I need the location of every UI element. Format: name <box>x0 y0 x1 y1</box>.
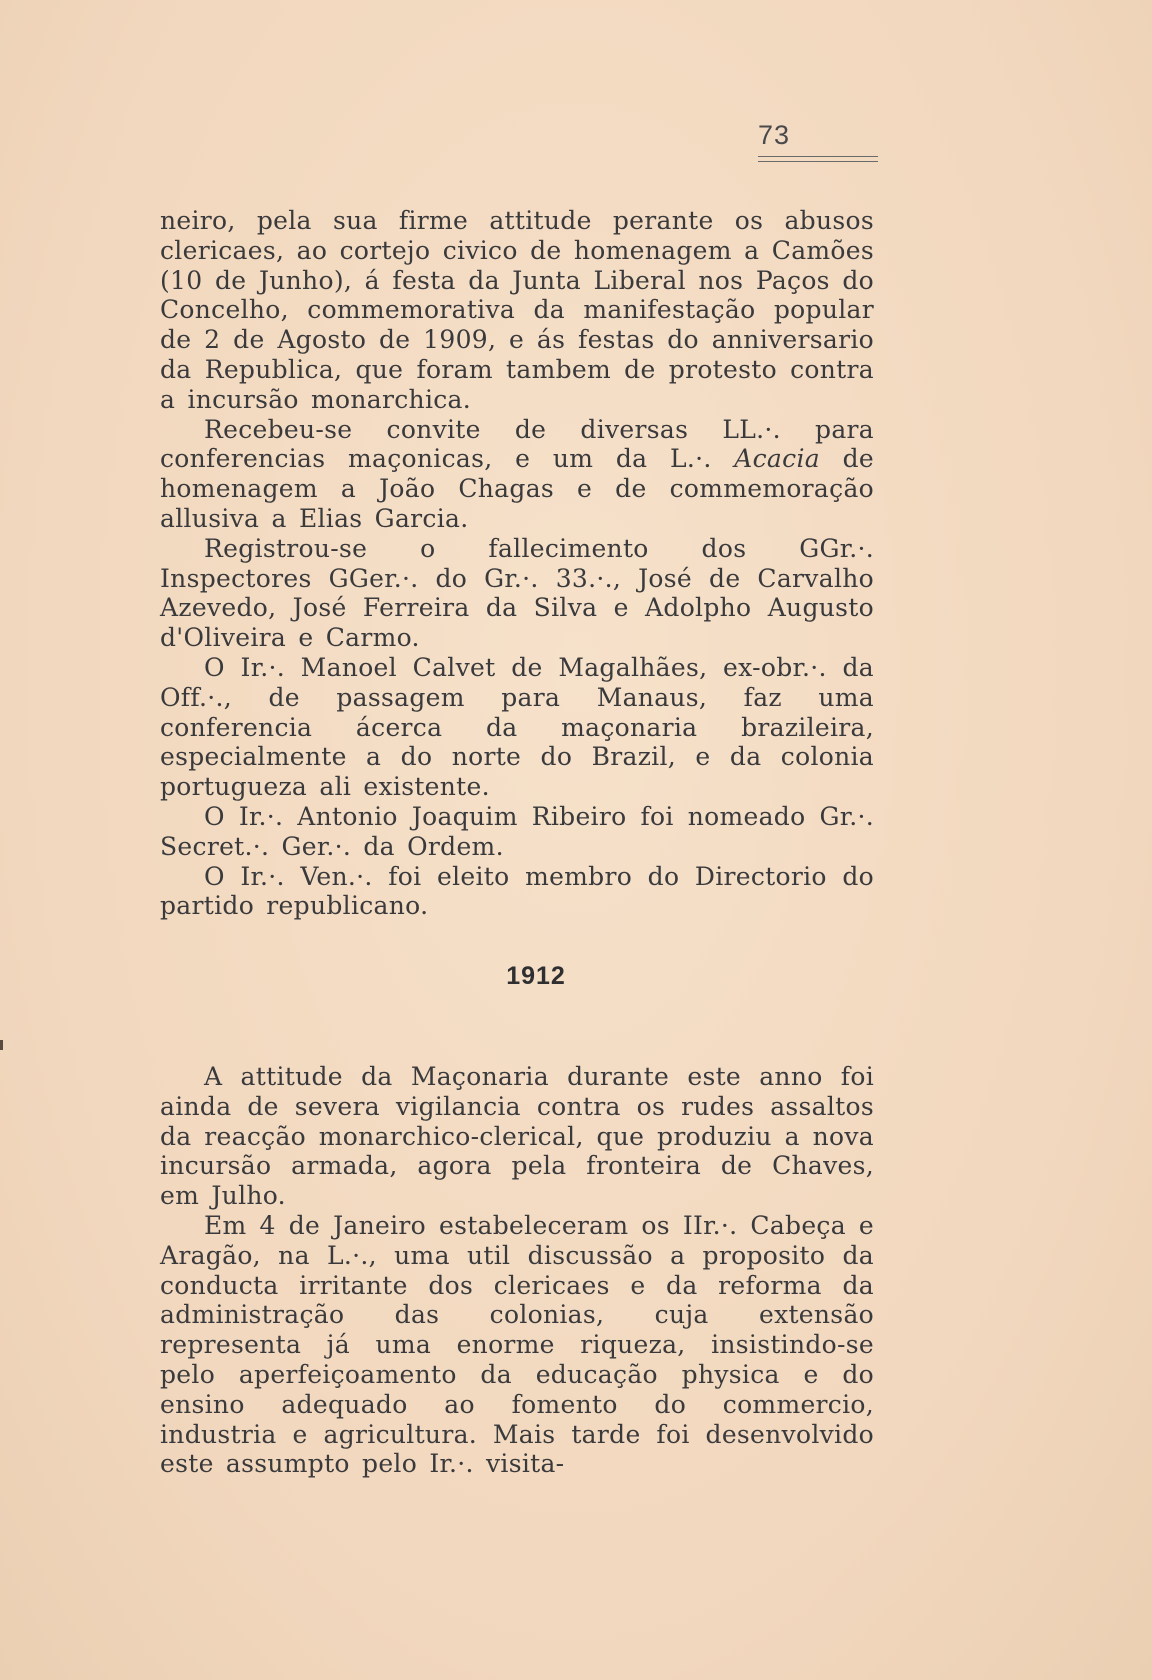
invitations-text-start: Recebeu-se convite de diversas LL.·. para conferencias maçonicas, e um da L.·. <box>160 414 874 474</box>
text-section-1911 <box>160 206 874 921</box>
lodge-name-acacia: Acacia <box>734 444 820 474</box>
paragraph-conference: O Ir.·. Manoel Calvet de Magalhães, ex-obr.·. da Off.·., de passagem para Manaus, faz uma conferencia ácerca da maçonaria brazileira, especialmente a do norte do Brazil, e da colonia portugueza ali existente. <box>160 652 874 802</box>
paragraph-deaths: Registrou-se o fallecimento dos GGr.·. Inspectores GGer.·. do Gr.·. 33.·., José de Carvalho Azevedo, José Ferreira da Silva e Adolpho Augusto d'Oliveira e Carmo. <box>160 533 874 653</box>
text-section-1912 <box>160 1062 874 1479</box>
paragraph-january: Em 4 de Janeiro estabeleceram os IIr.·. Cabeça e Aragão, na L.·., uma util discussão a proposito da conducta irritante dos clericaes e da reforma da administração das colonias, cuja extensão representa já uma enorme riqueza, insistindo-se pelo aperfeiçoamento da educação physica e do ensino adequado ao fomento do commercio, industria e agricultura. Mais tarde foi desenvolvido este assumpto pelo Ir.·. visita- <box>160 1210 874 1479</box>
invitations-text-end: de homenagem a João Chagas e de commemoração allusiva a Elias Garcia. <box>160 444 874 533</box>
paragraph-election: O Ir.·. Ven.·. foi eleito membro do Directorio do partido republicano. <box>160 861 874 921</box>
year-heading: 1912 <box>506 962 566 990</box>
paragraph-appointment: O Ir.·. Antonio Joaquim Ribeiro foi nomeado Gr.·. Secret.·. Ger.·. da Ordem. <box>160 801 874 861</box>
paragraph-attitude: A attitude da Maçonaria durante este anno foi ainda de severa vigilancia contra os rudes assaltos da reacção monarchico-clerical, que produziu a nova incursão armada, agora pela fronteira de Chaves, em Julho. <box>160 1062 874 1211</box>
page-number: 73 <box>758 120 791 150</box>
page-edge-mark <box>0 1040 3 1050</box>
paragraph-continued: neiro, pela sua firme attitude perante os abusos clericaes, ao cortejo civico de homenagem a Camões (10 de Junho), á festa da Junta Liberal nos Paços do Concelho, commemorativa da manifestação popular de 2 de Agosto de 1909, e ás festas do anniversario da Republica, que foram tambem de protesto contra a incursão monarchica. <box>160 206 874 414</box>
page-number-rule <box>758 156 878 162</box>
paragraph-invitations <box>160 415 874 534</box>
